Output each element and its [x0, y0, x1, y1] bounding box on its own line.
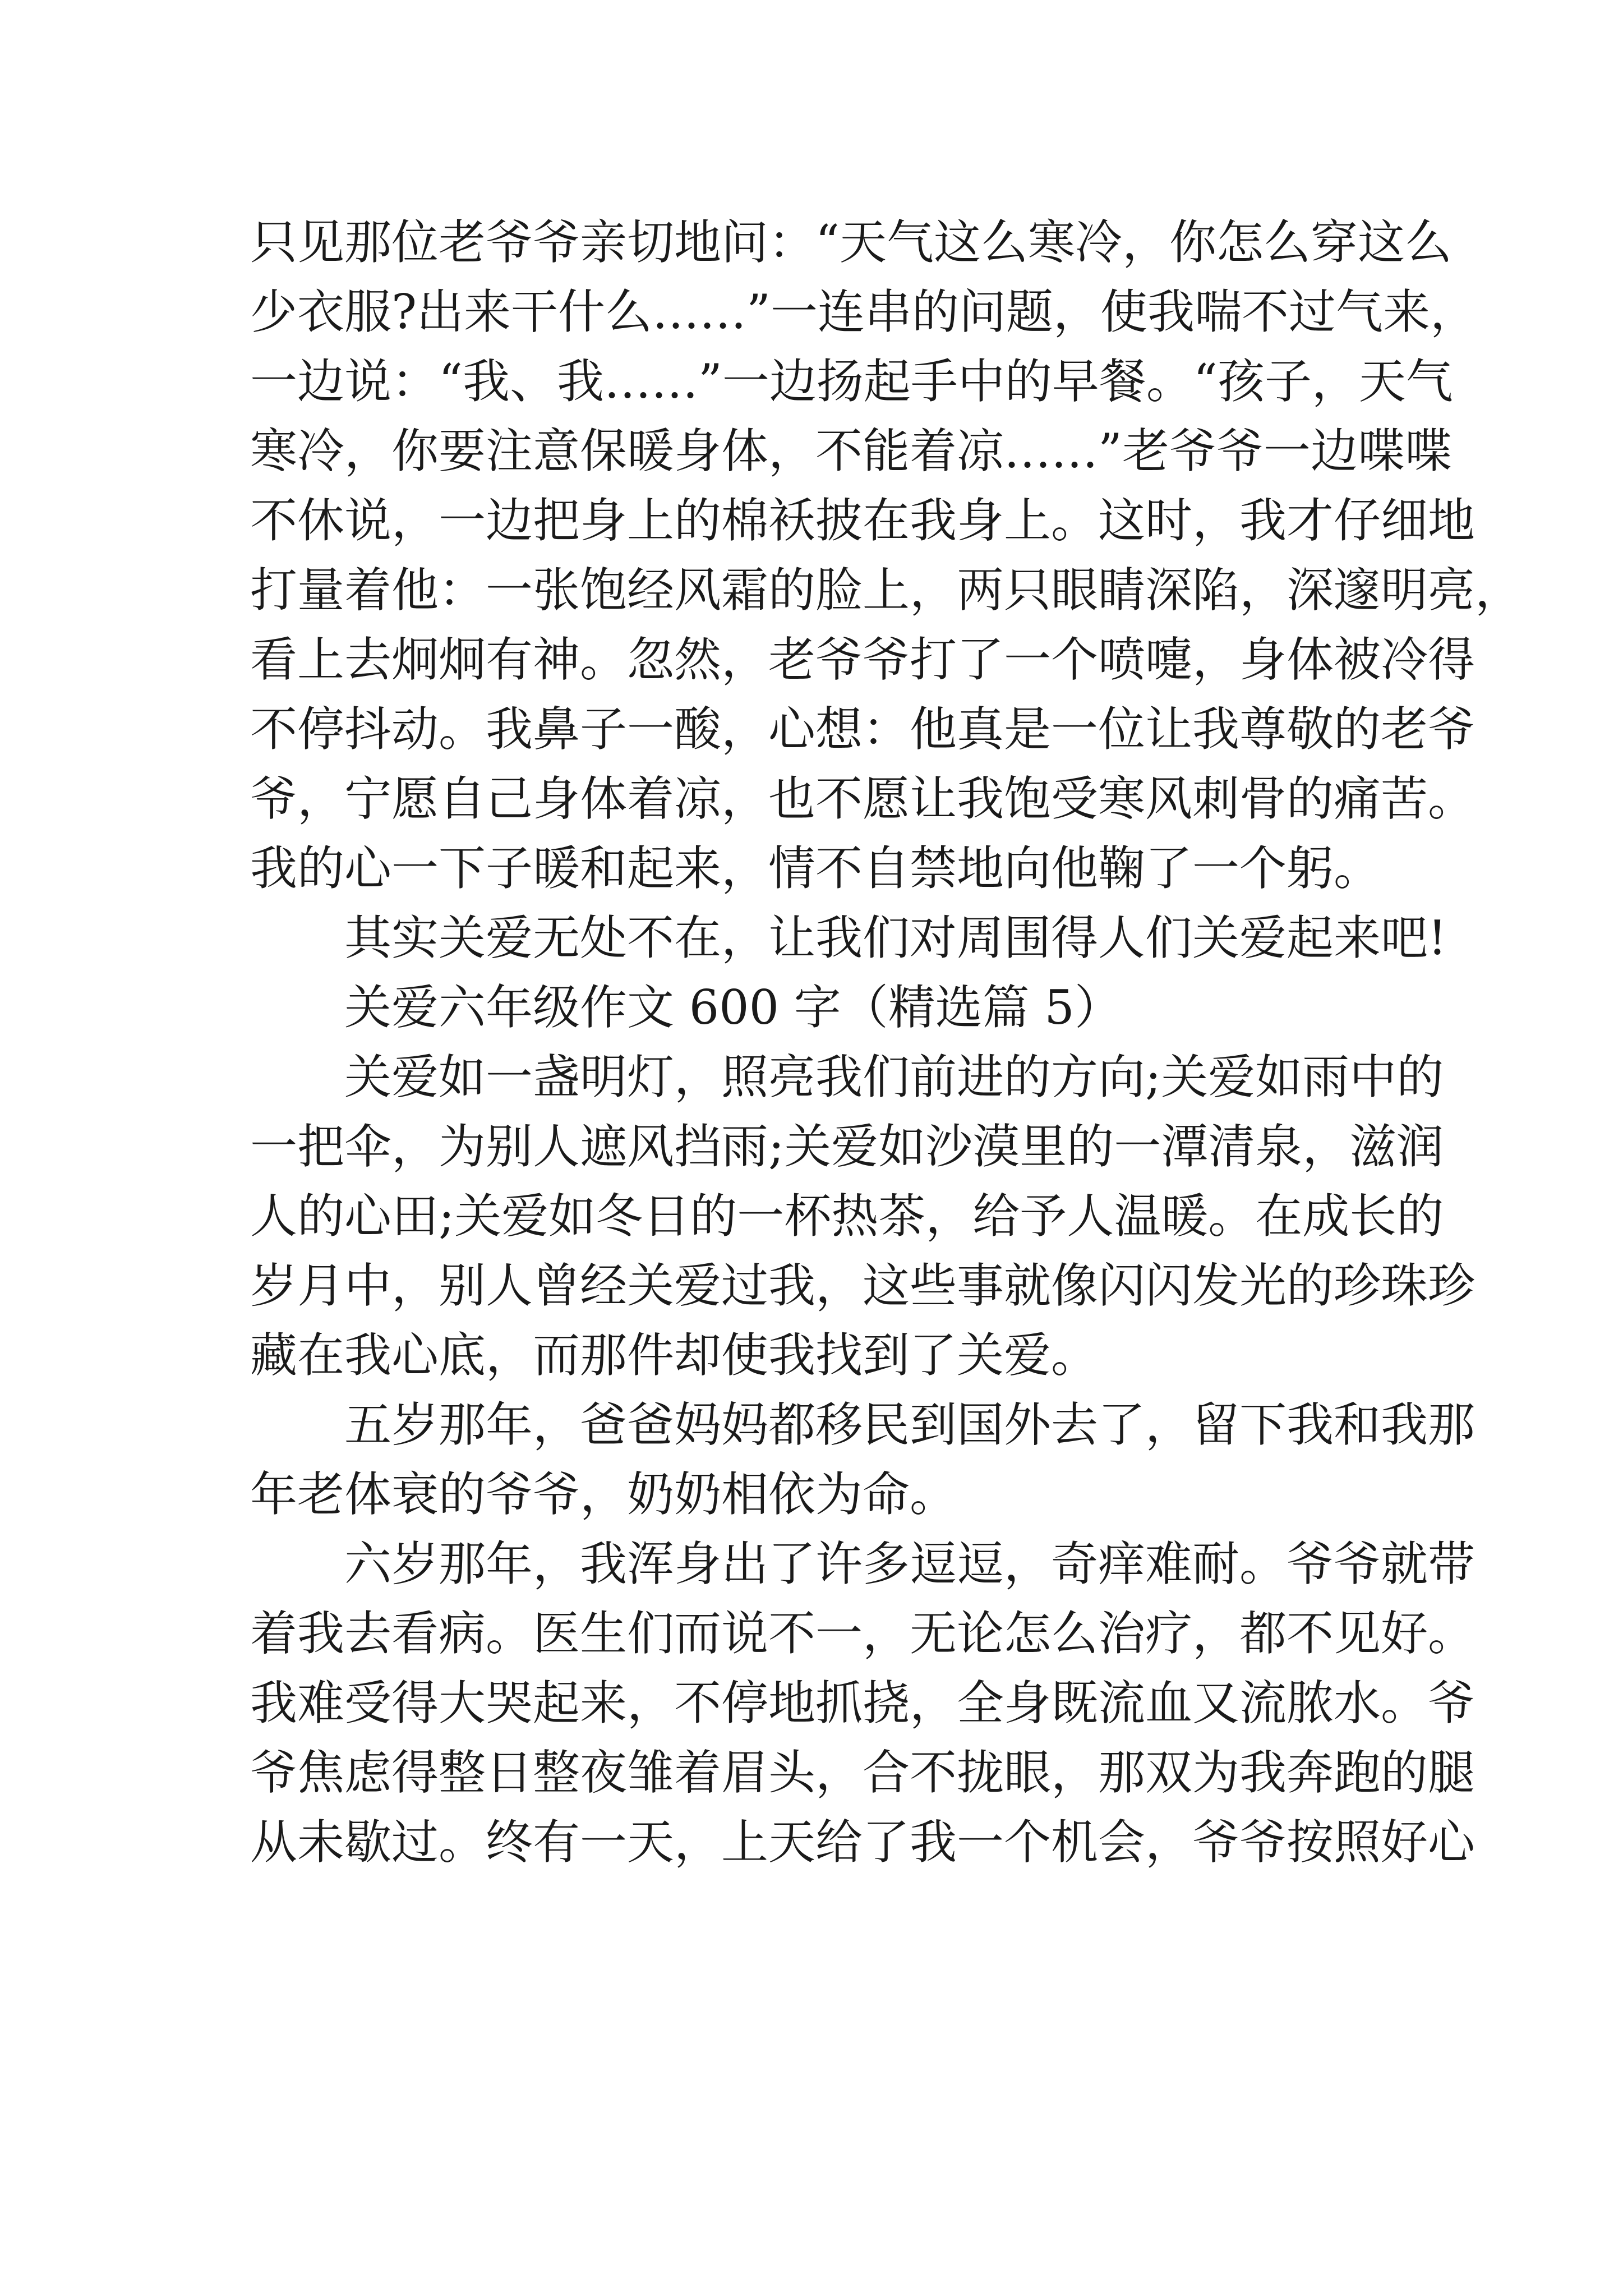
- text-line: 不休说，一边把身上的棉袄披在我身上。这时，我才仔细地: [250, 493, 1476, 548]
- text-line: 打量着他：一张饱经风霜的脸上，两只眼睛深陷，深邃明亮，: [250, 563, 1523, 618]
- text-line: 少衣服?出来干什么……”一连串的问题，使我喘不过气来，: [250, 284, 1477, 339]
- text-line: 人的心田;关爱如冬日的一杯热茶，给予人温暖。在成长的: [250, 1189, 1444, 1244]
- text-line: 我难受得大哭起来，不停地抓挠，全身既流血又流脓水。爷: [250, 1676, 1476, 1731]
- text-line: 关爱六年级作文 600 字（精选篇 5）: [344, 980, 1122, 1035]
- text-line: 关爱如一盏明灯，照亮我们前进的方向;关爱如雨中的: [344, 1050, 1444, 1105]
- text-line: 一边说：“我、我……”一边扬起手中的早餐。“孩子，天气: [250, 354, 1453, 409]
- text-line: 其实关爱无处不在，让我们对周围得人们关爱起来吧!: [344, 910, 1447, 965]
- document-body: [250, 208, 1523, 1877]
- text-line: 寒冷，你要注意保暖身体，不能着凉……”老爷爷一边喋喋: [250, 424, 1452, 478]
- text-line: 我的心一下子暖和起来，情不自禁地向他鞠了一个躬。: [250, 841, 1381, 896]
- text-line: 六岁那年，我浑身出了许多逗逗，奇痒难耐。爷爷就带: [344, 1536, 1476, 1591]
- text-line: 藏在我心底，而那件却使我找到了关爱。: [250, 1328, 1099, 1383]
- text-line: 看上去炯炯有神。忽然，老爷爷打了一个喷嚏，身体被冷得: [250, 632, 1476, 687]
- text-line: 一把伞，为别人遮风挡雨;关爱如沙漠里的一潭清泉，滋润: [250, 1119, 1444, 1174]
- text-line: 只见那位老爷爷亲切地问：“天气这么寒冷，你怎么穿这么: [250, 215, 1452, 270]
- text-line: 着我去看病。医生们而说不一，无论怎么治疗，都不见好。: [250, 1606, 1476, 1661]
- text-line: 爷焦虑得整日整夜雏着眉头，合不拢眼，那双为我奔跑的腿: [250, 1745, 1476, 1800]
- text-line: 岁月中，别人曾经关爱过我，这些事就像闪闪发光的珍珠珍: [250, 1258, 1476, 1313]
- text-line: 从未歇过。终有一天，上天给了我一个机会，爷爷按照好心: [250, 1815, 1476, 1870]
- text-line: 爷，宁愿自己身体着凉，也不愿让我饱受寒风刺骨的痛苦。: [250, 771, 1476, 826]
- text-line: 不停抖动。我鼻子一酸，心想：他真是一位让我尊敬的老爷: [250, 702, 1476, 757]
- text-line: 五岁那年，爸爸妈妈都移民到国外去了，留下我和我那: [344, 1397, 1476, 1452]
- text-line: 年老体衰的爷爷，奶奶相依为命。: [250, 1467, 957, 1522]
